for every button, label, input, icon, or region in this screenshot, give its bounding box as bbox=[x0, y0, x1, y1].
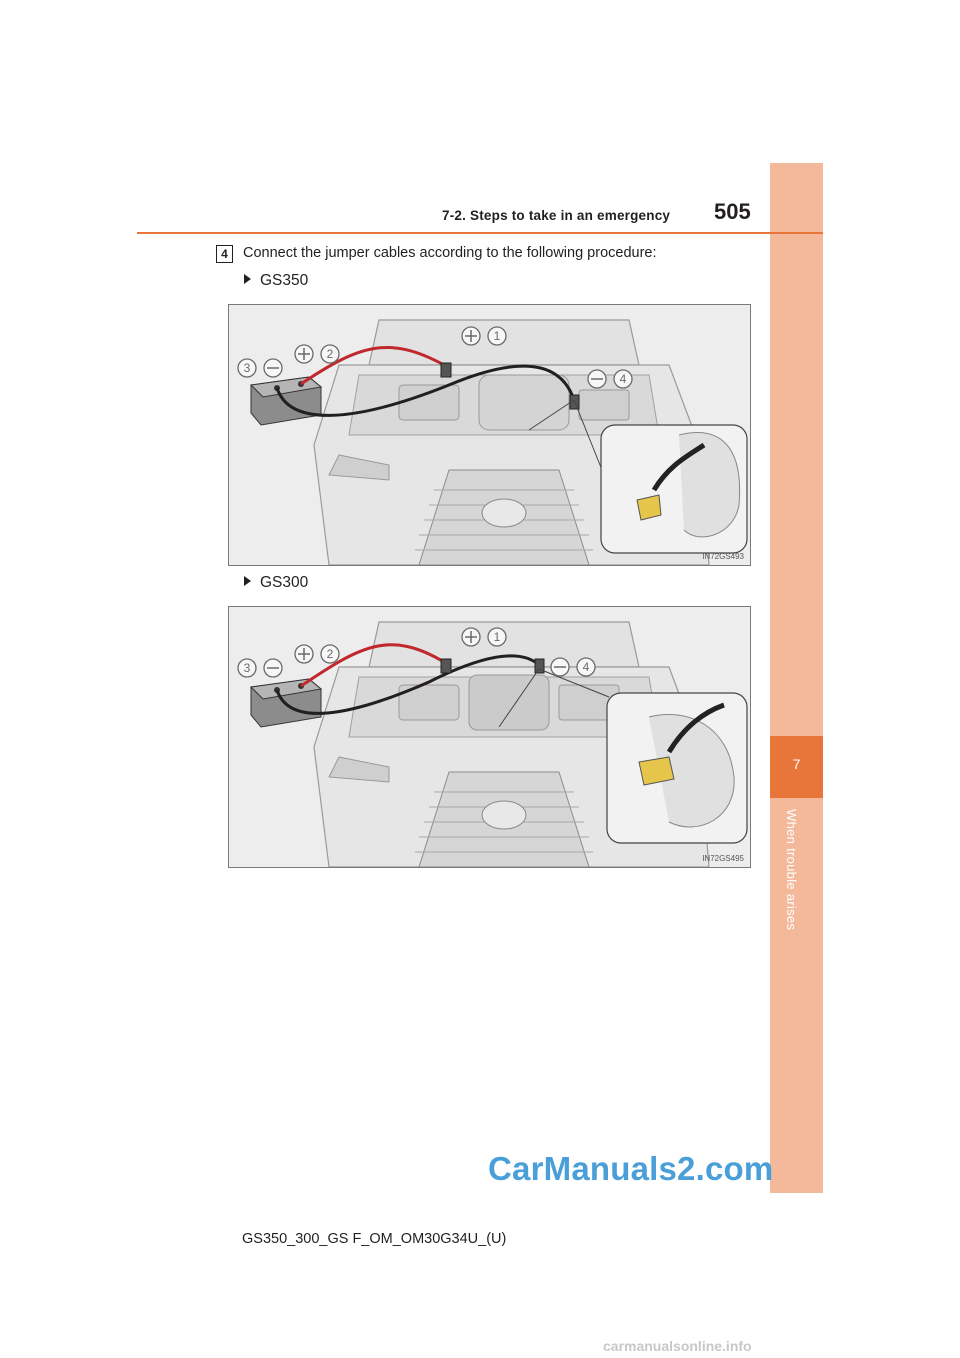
label-4-ground-point: 4 bbox=[582, 660, 590, 674]
figure-code: IN72GS493 bbox=[702, 552, 744, 561]
chapter-number: 7 bbox=[792, 756, 801, 772]
engine-bay-illustration bbox=[229, 607, 750, 867]
label-1-positive-vehicle: 1 bbox=[493, 329, 501, 343]
chapter-number-block bbox=[770, 736, 823, 798]
model-label: GS350 bbox=[260, 272, 309, 289]
watermark-url: carmanualsonline.info bbox=[603, 1338, 752, 1354]
bullet-arrow-icon bbox=[244, 274, 251, 284]
bullet-arrow-icon bbox=[244, 576, 251, 586]
step-instruction: Connect the jumper cables according to the following procedure: bbox=[243, 245, 657, 261]
jumper-cable-figure-gs350 bbox=[228, 304, 751, 566]
label-1-positive-vehicle: 1 bbox=[493, 630, 501, 644]
header-divider bbox=[137, 232, 823, 234]
label-3-negative-booster: 3 bbox=[243, 361, 251, 375]
label-2-positive-booster: 2 bbox=[326, 647, 334, 661]
model-label: GS300 bbox=[260, 574, 309, 591]
model-heading-gs300 bbox=[244, 574, 308, 592]
figure-code: IN72GS495 bbox=[702, 854, 744, 863]
model-heading-gs350 bbox=[244, 272, 308, 290]
label-2-positive-booster: 2 bbox=[326, 347, 334, 361]
document-id-footer: GS350_300_GS F_OM_OM30G34U_(U) bbox=[242, 1231, 507, 1247]
jumper-cable-figure-gs300 bbox=[228, 606, 751, 868]
chapter-title: When trouble arises bbox=[784, 809, 799, 931]
chapter-side-tab bbox=[770, 163, 823, 1193]
label-3-negative-booster: 3 bbox=[243, 661, 251, 675]
step-number-badge: 4 bbox=[216, 245, 233, 263]
label-4-ground-point: 4 bbox=[619, 372, 627, 386]
section-title: 7-2. Steps to take in an emergency bbox=[442, 208, 671, 223]
watermark-logo: CarManuals2.com bbox=[488, 1150, 774, 1187]
page-number: 505 bbox=[714, 199, 751, 224]
engine-bay-illustration bbox=[229, 305, 750, 565]
